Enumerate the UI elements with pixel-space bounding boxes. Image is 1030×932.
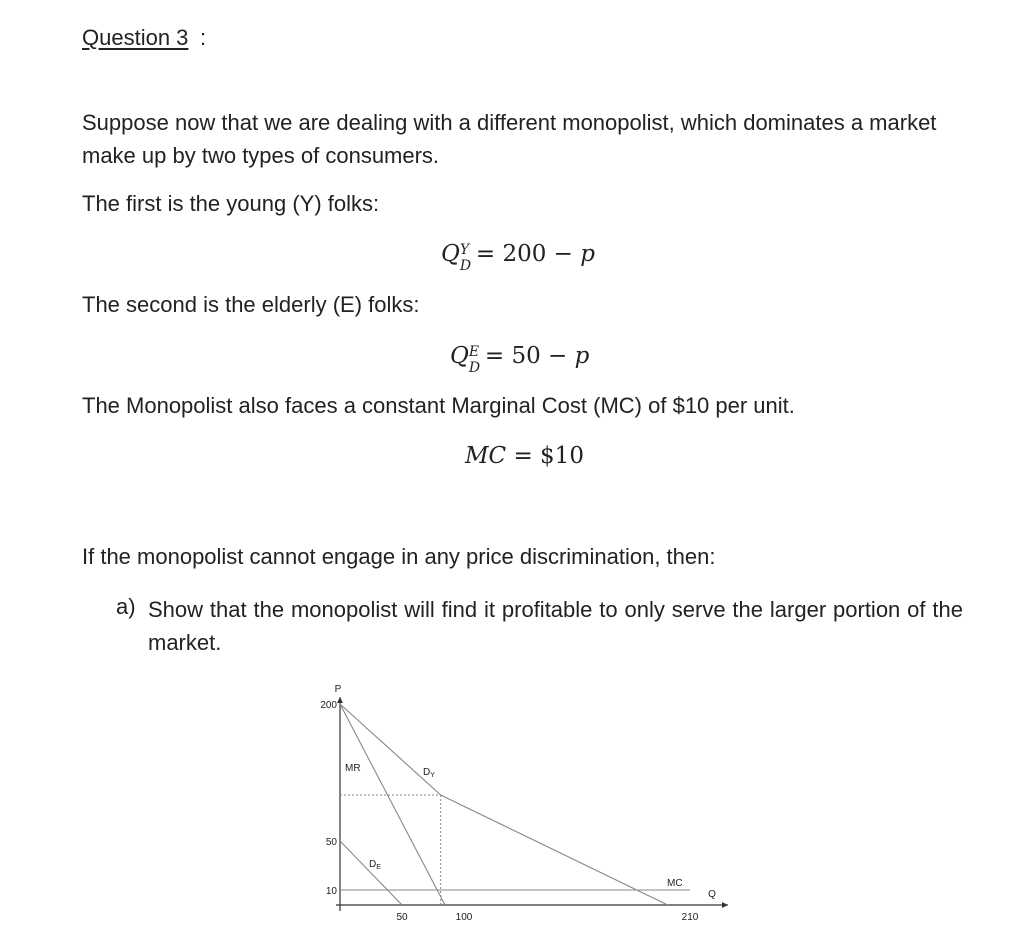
eq-subscript: D bbox=[459, 258, 472, 274]
question-title: Question 3 bbox=[82, 25, 189, 50]
x-tick-210: 210 bbox=[681, 912, 699, 923]
eq-superscript: E bbox=[468, 344, 480, 360]
intro-paragraph: Suppose now that we are dealing with a different monopolist, which dominates a market make up by two types of consumers. bbox=[82, 110, 937, 168]
y-axis-label: P bbox=[334, 684, 342, 695]
elderly-label: The second is the elderly (E) folks: bbox=[82, 292, 420, 317]
series-label-mr: MR bbox=[345, 763, 361, 774]
eq-subscript: D bbox=[468, 360, 481, 376]
series-label-d-e: $D_E$ bbox=[369, 859, 381, 871]
eq-superscript: Y bbox=[459, 242, 470, 258]
part-a-text: Show that the monopolist will find it profitable to only serve the larger portion of the market. bbox=[148, 597, 963, 655]
series-label-mc: MC bbox=[667, 878, 683, 889]
eq-quantity-symbol: Q bbox=[450, 343, 469, 369]
y-tick-50: 50 bbox=[325, 837, 337, 848]
eq-mc-value: = $10 bbox=[506, 443, 584, 469]
series-label-d-y: $D_Y$ bbox=[423, 767, 435, 779]
eq-price-symbol: p bbox=[574, 343, 590, 369]
y-tick-10: 10 bbox=[325, 886, 337, 897]
series-label-subscript: E bbox=[376, 864, 381, 871]
y-tick-200: 200 bbox=[320, 700, 337, 711]
series-label-subscript: Y bbox=[430, 772, 435, 779]
x-axis-label: Q bbox=[708, 889, 716, 900]
series-line-mr bbox=[340, 704, 445, 905]
part-a-marker: a) bbox=[116, 594, 136, 619]
x-axis-arrow bbox=[722, 902, 728, 908]
eq-rhs: = 200 − bbox=[475, 241, 581, 267]
eq-quantity-symbol: Q bbox=[441, 241, 460, 267]
eq-rhs: = 50 − bbox=[484, 343, 575, 369]
mc-sentence: The Monopolist also faces a constant Marginal Cost (MC) of $10 per unit. bbox=[82, 393, 795, 418]
series-line-d-e bbox=[340, 841, 402, 905]
question-title-colon: : bbox=[200, 25, 207, 50]
young-label: The first is the young (Y) folks: bbox=[82, 191, 380, 216]
eq-mc-symbol: MC bbox=[465, 443, 507, 469]
series-line-d-y bbox=[340, 704, 668, 905]
x-tick-100: 100 bbox=[455, 912, 473, 923]
eq-price-symbol: p bbox=[580, 241, 595, 267]
y-axis-arrow bbox=[337, 697, 343, 703]
condition-sentence: If the monopolist cannot engage in any price discrimination, then: bbox=[82, 544, 716, 569]
x-tick-50: 50 bbox=[396, 912, 408, 923]
